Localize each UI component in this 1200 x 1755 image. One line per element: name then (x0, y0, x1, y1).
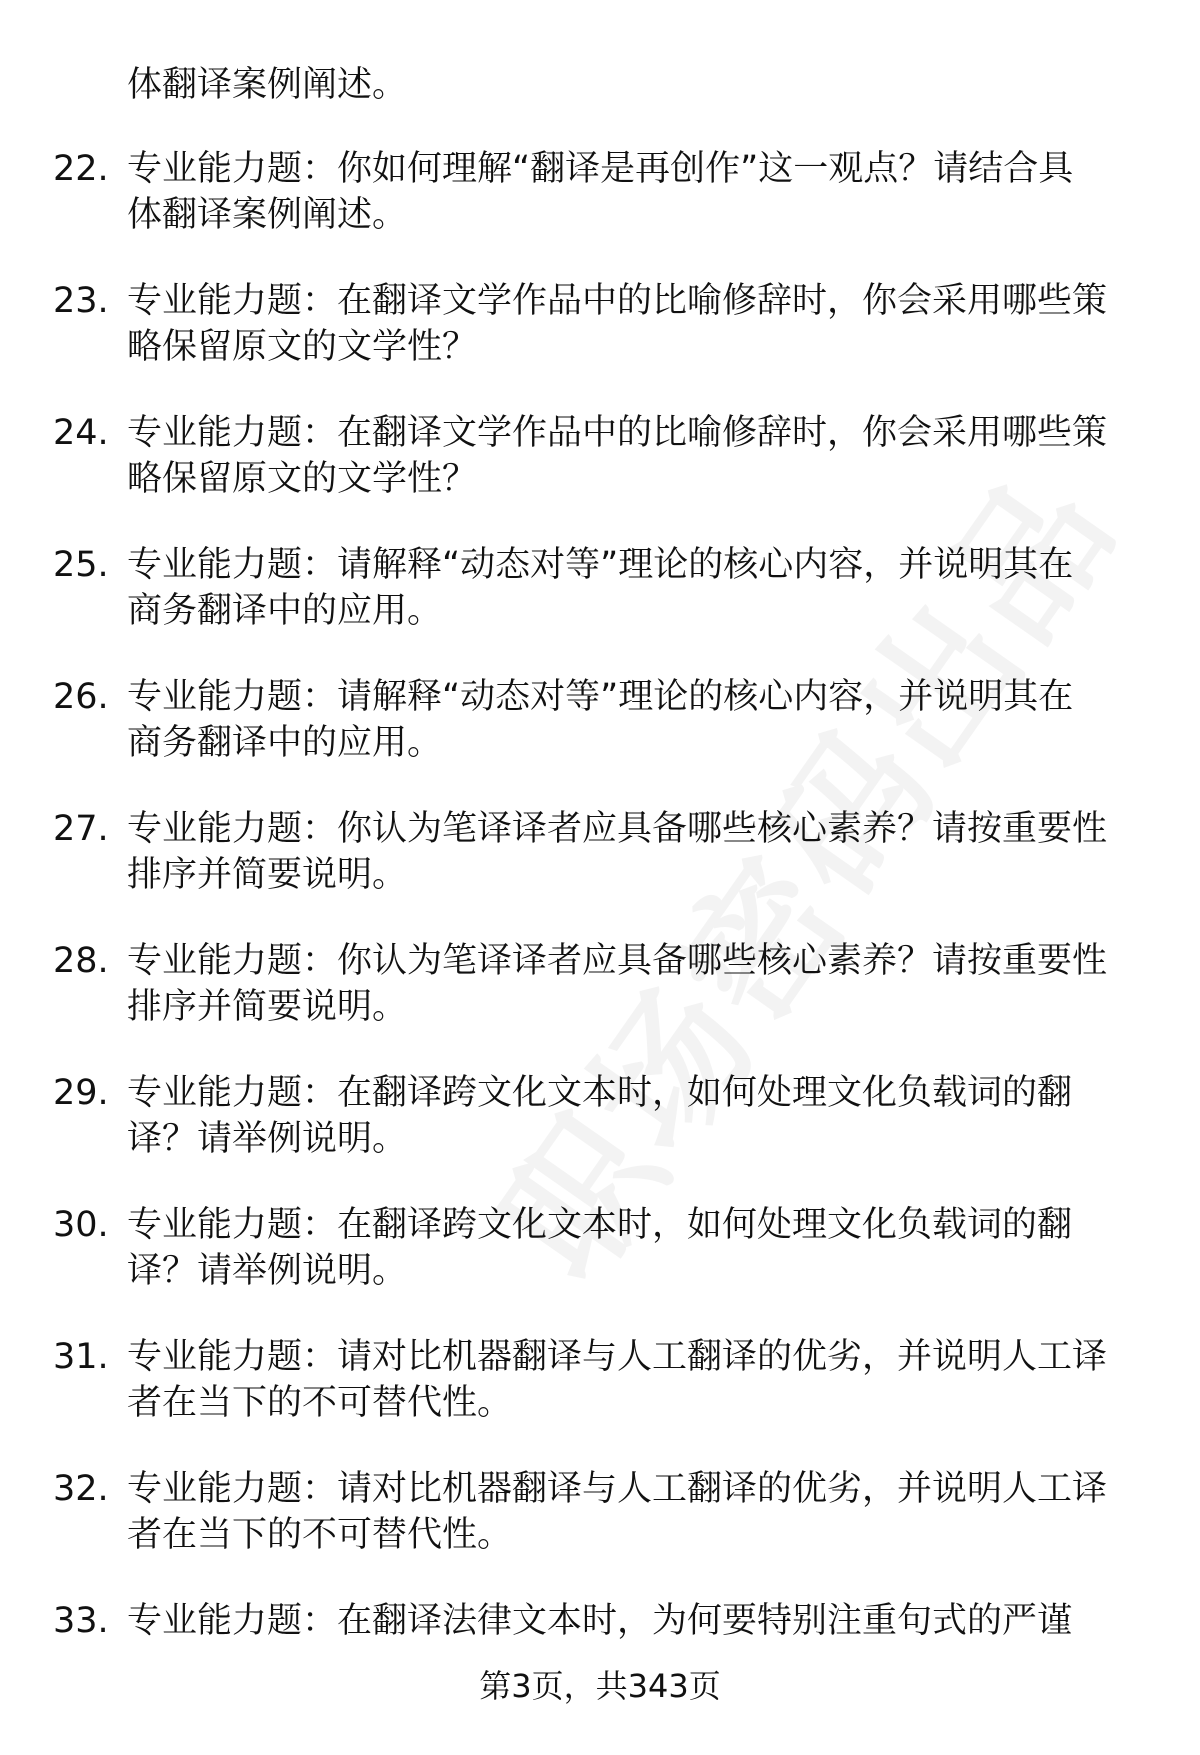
question-line: 专业能力题：在翻译跨文化文本时，如何处理文化负载词的翻 (127, 1205, 1073, 1245)
question-line: 体翻译案例阐述。 (127, 195, 408, 235)
question-text (127, 1070, 1147, 1162)
question-text (127, 1334, 1147, 1426)
question-line: 者在当下的不可替代性。 (127, 1383, 513, 1423)
question-line: 专业能力题：请解释“动态对等”理论的核心内容，并说明其在 (127, 545, 1074, 585)
question-number: 27. (53, 809, 109, 849)
question-number: 23. (53, 281, 109, 321)
question-number: 25. (53, 545, 109, 585)
question-text (127, 674, 1147, 766)
question-number: 30. (53, 1205, 109, 1245)
question-number: 31. (53, 1337, 109, 1377)
question-line: 排序并简要说明。 (127, 855, 408, 895)
question-line: 略保留原文的文学性？ (127, 459, 478, 499)
question-item (0, 922, 1200, 1054)
question-line: 商务翻译中的应用。 (127, 591, 443, 631)
question-line: 专业能力题：在翻译文学作品中的比喻修辞时，你会采用哪些策 (127, 281, 1108, 321)
question-item (0, 1450, 1200, 1582)
question-number: 29. (53, 1073, 109, 1113)
question-text (127, 410, 1147, 502)
question-line: 专业能力题：在翻译法律文本时，为何要特别注重句式的严谨 (127, 1601, 1073, 1641)
question-number: 33. (53, 1601, 109, 1641)
question-line: 专业能力题：请对比机器翻译与人工翻译的优劣，并说明人工译 (127, 1469, 1108, 1509)
question-text (127, 1598, 1147, 1644)
question-line: 专业能力题：你如何理解“翻译是再创作”这一观点？请结合具 (127, 149, 1074, 189)
question-line: 专业能力题：在翻译跨文化文本时，如何处理文化负载词的翻 (127, 1073, 1073, 1113)
question-item (0, 658, 1200, 790)
question-text (127, 146, 1147, 238)
question-item (0, 526, 1200, 658)
question-number: 28. (53, 941, 109, 981)
question-line: 略保留原文的文学性？ (127, 327, 478, 367)
continued-question-text: 体翻译案例阐述。 (127, 65, 408, 105)
question-line: 专业能力题：请解释“动态对等”理论的核心内容，并说明其在 (127, 677, 1074, 717)
question-text (127, 938, 1147, 1030)
question-text (127, 1202, 1147, 1294)
question-item (0, 262, 1200, 394)
question-line: 专业能力题：在翻译文学作品中的比喻修辞时，你会采用哪些策 (127, 413, 1108, 453)
question-number: 32. (53, 1469, 109, 1509)
page-footer: 第3页，共343页 (479, 1667, 721, 1705)
question-text (127, 806, 1147, 898)
question-list (0, 130, 1200, 1714)
question-line: 排序并简要说明。 (127, 987, 408, 1027)
question-item (0, 394, 1200, 526)
question-line: 商务翻译中的应用。 (127, 723, 443, 763)
question-line: 者在当下的不可替代性。 (127, 1515, 513, 1555)
question-item (0, 790, 1200, 922)
question-line: 专业能力题：你认为笔译译者应具备哪些核心素养？请按重要性 (127, 809, 1108, 849)
question-line: 专业能力题：请对比机器翻译与人工翻译的优劣，并说明人工译 (127, 1337, 1108, 1377)
question-line: 译？请举例说明。 (127, 1251, 408, 1291)
question-text (127, 1466, 1147, 1558)
question-number: 22. (53, 149, 109, 189)
question-item (0, 130, 1200, 262)
question-number: 26. (53, 677, 109, 717)
question-item (0, 1186, 1200, 1318)
question-line: 专业能力题：你认为笔译译者应具备哪些核心素养？请按重要性 (127, 941, 1108, 981)
question-line: 译？请举例说明。 (127, 1119, 408, 1159)
question-text (127, 278, 1147, 370)
question-number: 24. (53, 413, 109, 453)
question-item (0, 1054, 1200, 1186)
question-item (0, 1318, 1200, 1450)
question-text (127, 542, 1147, 634)
